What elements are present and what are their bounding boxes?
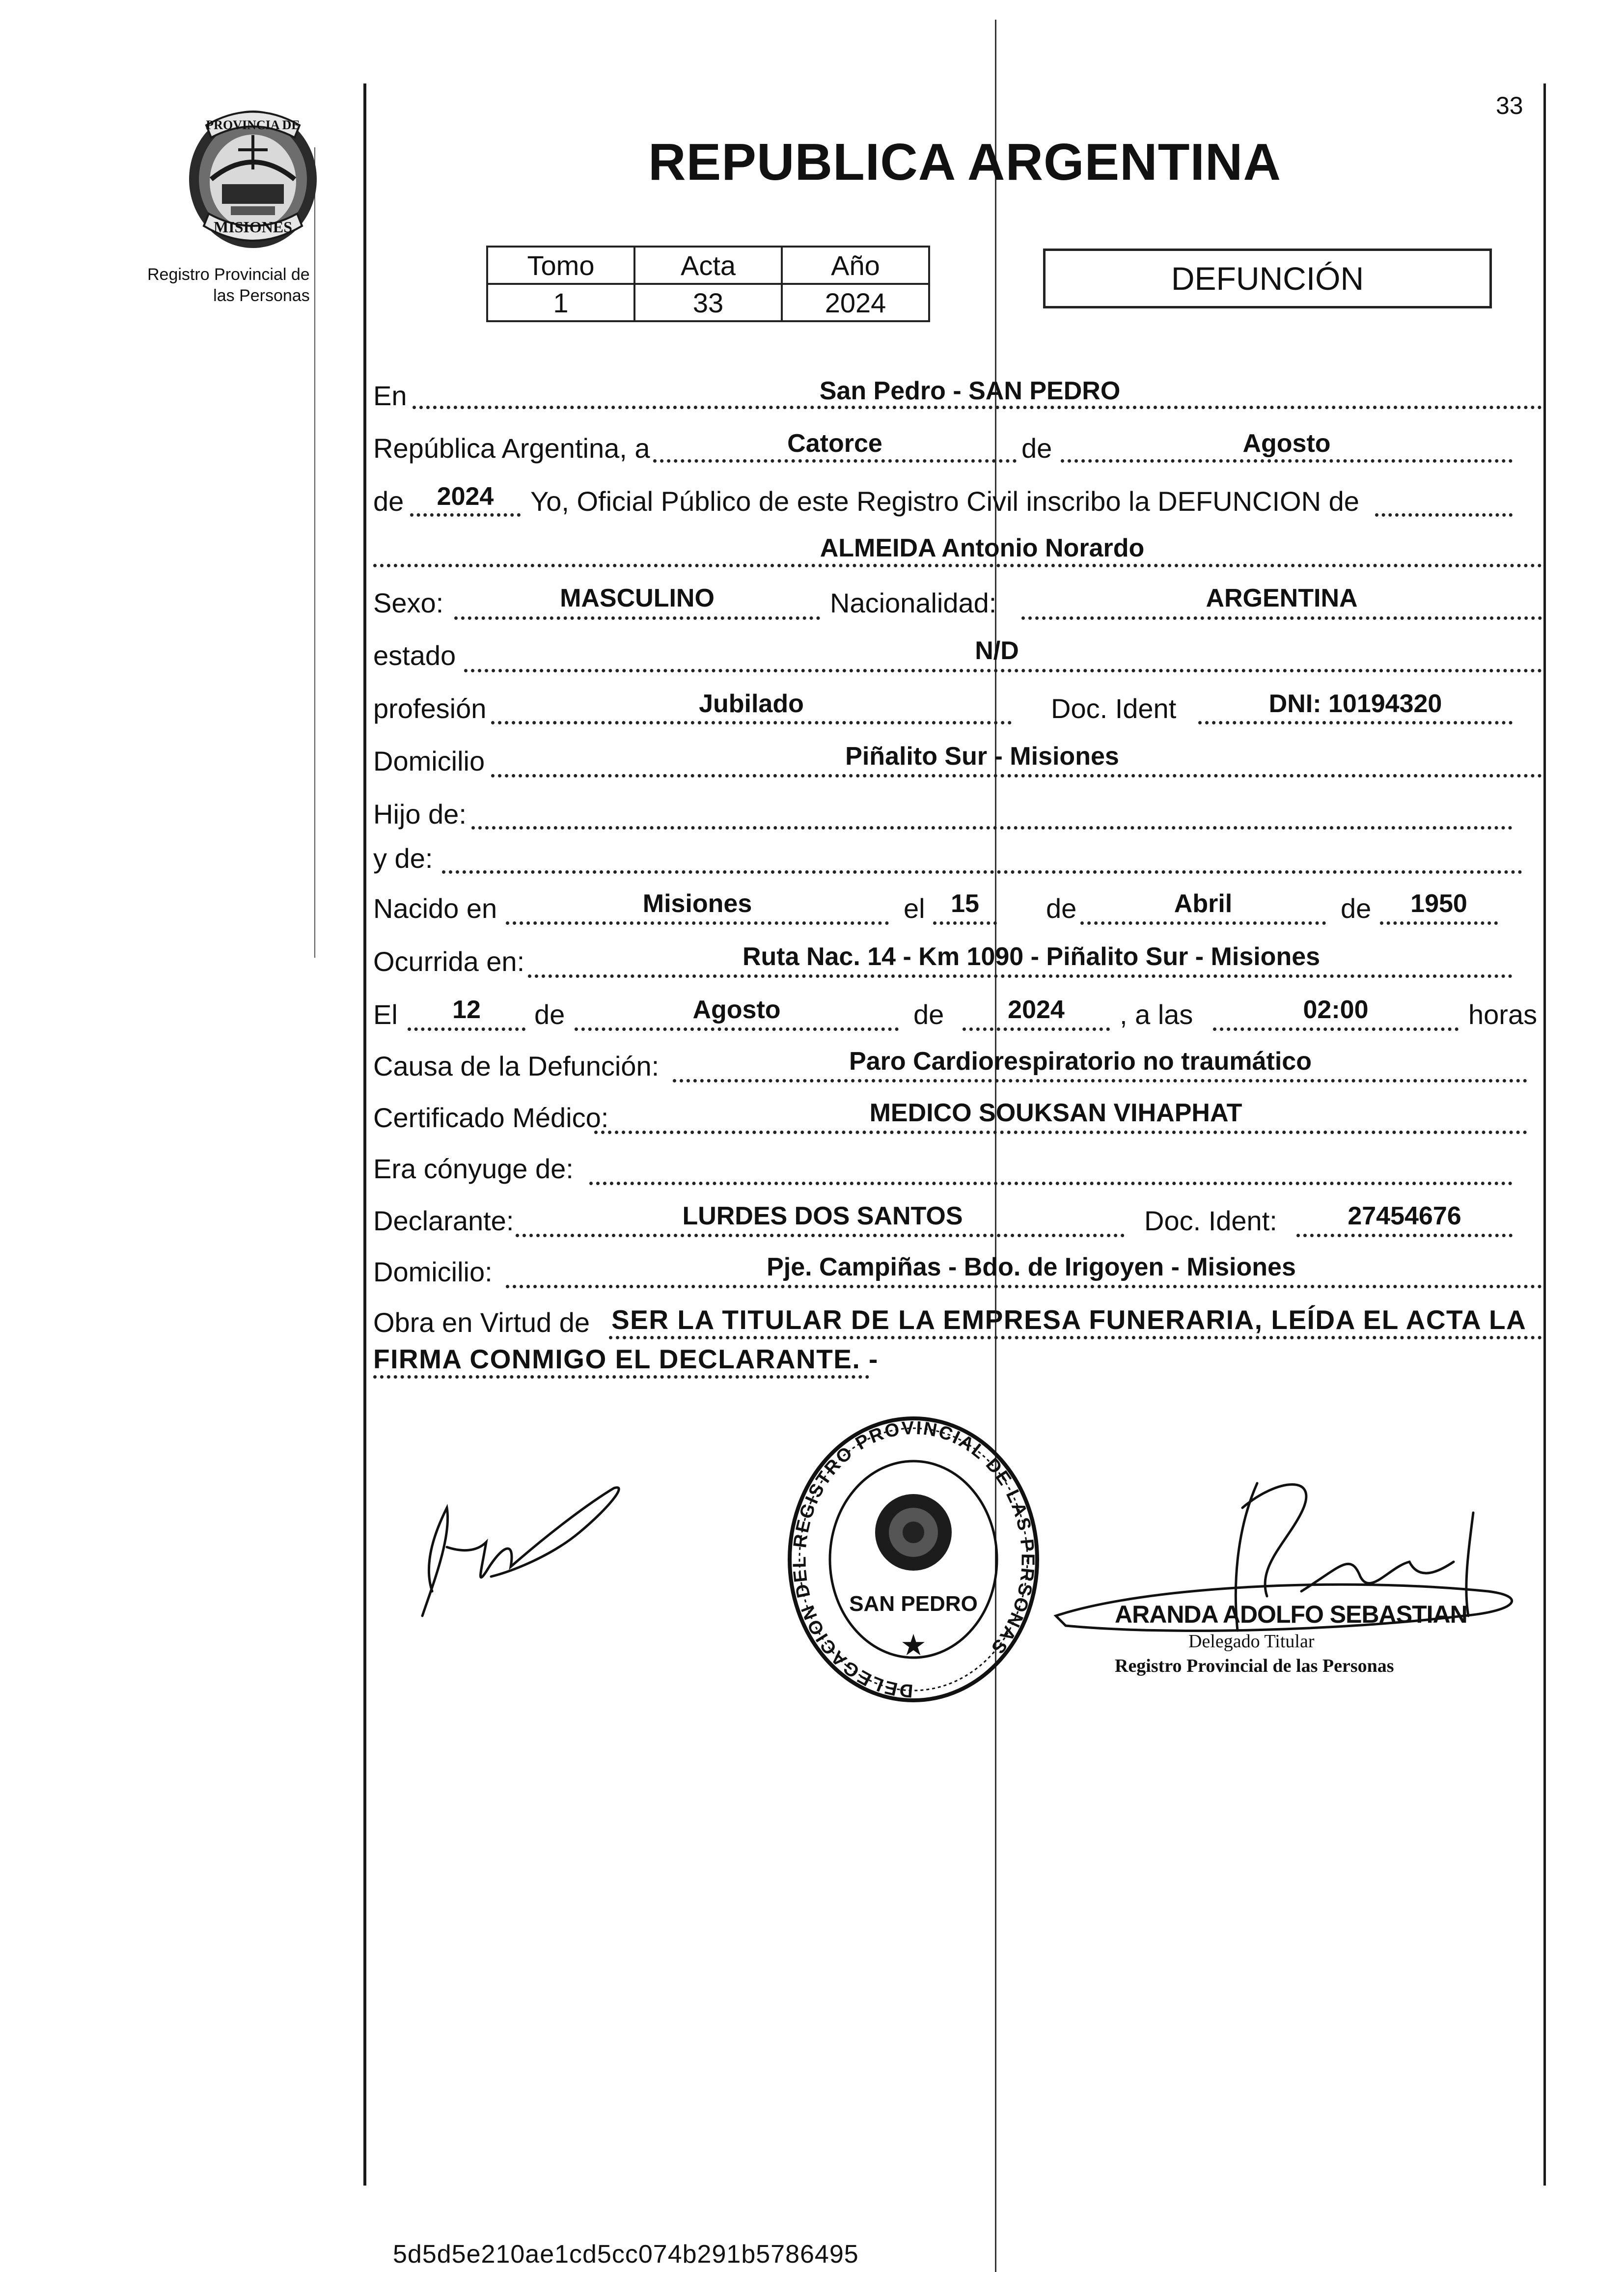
el-cap-label: El [373, 999, 398, 1030]
deceased-name: ALMEIDA Antonio Norardo [820, 534, 1145, 562]
death-year-value: 2024 [1008, 996, 1065, 1024]
doc-ident2-value: 27454676 [1348, 1202, 1461, 1230]
ocurrida-label: Ocurrida en: [373, 946, 525, 977]
crest-text-bottom: MISIONES [213, 218, 293, 236]
en-label: En [373, 380, 407, 411]
year-dotline [410, 513, 521, 517]
inscribo-dotline [1375, 513, 1513, 517]
en-value: San Pedro - SAN PEDRO [819, 377, 1121, 405]
official-signature-icon [1046, 1468, 1542, 1685]
de-label-6: de [913, 999, 944, 1030]
death-month-value: Agosto [692, 996, 781, 1024]
registry-caption [147, 264, 310, 306]
official-seal-stamp [781, 1410, 1046, 1714]
causa-label: Causa de la Defunción: [373, 1051, 660, 1081]
conyuge-label: Era cónyuge de: [373, 1153, 574, 1184]
birth-month-dotline [1080, 921, 1326, 925]
death-year-dotline [963, 1027, 1110, 1031]
death-day-value: 12 [452, 996, 481, 1024]
en-dotline [413, 406, 1542, 409]
inscribo-text: Yo, Oficial Público de este Registro Civil inscribo la DEFUNCION de [530, 486, 1359, 517]
doc-ident2-dotline [1296, 1234, 1513, 1237]
doc-ident-dotline [1198, 721, 1513, 724]
certificado-label: Certificado Médico: [373, 1102, 609, 1133]
document-type-box [1043, 249, 1492, 308]
acta-value: 33 [634, 284, 782, 321]
hijo-label: Hijo de: [373, 799, 467, 830]
de-label-3: de [1046, 893, 1077, 924]
birth-day-value: 15 [951, 889, 979, 918]
birth-year-value: 1950 [1410, 889, 1467, 918]
obra-value-line2: FIRMA CONMIGO EL DECLARANTE. - [373, 1344, 879, 1374]
register-table [486, 246, 930, 322]
doc-ident-value: DNI: 10194320 [1268, 690, 1442, 718]
official-title: Delegado Titular [1188, 1631, 1315, 1652]
obra-dotline-2 [373, 1375, 869, 1379]
stamp-star-icon: ★ [900, 1629, 927, 1662]
de-label-5: de [534, 999, 565, 1030]
conyuge-dotline [589, 1182, 1513, 1185]
document-hash: 5d5d5e210ae1cd5cc074b291b5786495 [393, 2240, 859, 2269]
obra-value-line1: SER LA TITULAR DE LA EMPRESA FUNERARIA, LEÍDA EL ACTA LA [611, 1304, 1527, 1335]
year-value: 2024 [437, 482, 494, 511]
death-month-dotline [575, 1027, 899, 1031]
month-dotline [1061, 459, 1513, 463]
declarante-label: Declarante: [373, 1205, 514, 1236]
death-time-value: 02:00 [1303, 996, 1369, 1024]
el-label: el [904, 893, 925, 924]
page-title: REPUBLICA ARGENTINA [648, 133, 1282, 191]
de-label-1: de [1021, 433, 1052, 464]
crest-text-top: PROVINCIA DE [206, 118, 300, 132]
scan-fold-line [995, 20, 996, 2272]
declarant-signature-icon [403, 1473, 638, 1631]
domicilio-label: Domicilio [373, 746, 485, 776]
republica-label: República Argentina, a [373, 433, 650, 464]
registry-caption-line2: las Personas [213, 286, 310, 305]
domicilio2-label: Domicilio: [373, 1256, 493, 1287]
day-words-dotline [653, 459, 1017, 463]
domicilio2-dotline [506, 1285, 1542, 1288]
document-type: DEFUNCIÓN [1171, 260, 1364, 297]
stamp-center-text: SAN PEDRO [849, 1592, 978, 1616]
estado-label: estado [373, 640, 456, 671]
certificado-dotline [594, 1131, 1527, 1134]
death-day-dotline [408, 1027, 525, 1031]
domicilio-dotline [491, 774, 1542, 777]
estado-dotline [464, 669, 1542, 672]
alas-label: , a las [1120, 999, 1193, 1030]
month-value: Agosto [1242, 429, 1331, 458]
tomo-value: 1 [487, 284, 634, 321]
sexo-value: MASCULINO [560, 584, 715, 612]
nacionalidad-dotline [1021, 616, 1542, 620]
sexo-label: Sexo: [373, 587, 444, 618]
page-number: 33 [1496, 92, 1523, 119]
registry-caption-line1: Registro Provincial de [147, 265, 310, 284]
obra-label: Obra en Virtud de [373, 1307, 590, 1338]
official-name: ARANDA ADOLFO SEBASTIAN [1115, 1601, 1467, 1628]
right-margin-line [1543, 83, 1546, 2186]
causa-dotline [673, 1079, 1527, 1082]
ocurrida-dotline [528, 974, 1513, 978]
de-label-4: de [1341, 893, 1372, 924]
nacido-dotline [506, 921, 889, 925]
nacionalidad-value: ARGENTINA [1206, 584, 1358, 612]
profesion-value: Jubilado [699, 690, 804, 718]
nacionalidad-label: Nacionalidad: [830, 587, 997, 618]
profesion-dotline [491, 721, 1012, 724]
certificado-value: MEDICO SOUKSAN VIHAPHAT [869, 1099, 1242, 1127]
anio-header: Año [782, 247, 929, 284]
estado-value: N/D [975, 637, 1019, 665]
birth-year-dotline [1380, 921, 1498, 925]
ocurrida-value: Ruta Nac. 14 - Km 1090 - Piñalito Sur - Misiones [742, 942, 1321, 971]
causa-value: Paro Cardiorespiratorio no traumático [849, 1047, 1312, 1076]
day-words-value: Catorce [787, 429, 882, 458]
domicilio-value: Piñalito Sur - Misiones [845, 742, 1119, 771]
acta-header: Acta [634, 247, 782, 284]
yde-dotline [442, 870, 1522, 874]
birth-month-value: Abril [1174, 889, 1233, 918]
official-office: Registro Provincial de las Personas [1115, 1656, 1394, 1676]
domicilio2-value: Pje. Campiñas - Bdo. de Irigoyen - Misiones [767, 1253, 1296, 1281]
death-time-dotline [1213, 1027, 1459, 1031]
birth-day-dotline [933, 921, 997, 925]
yde-label: y de: [373, 843, 433, 874]
tomo-header: Tomo [487, 247, 634, 284]
de-label-2: de [373, 486, 404, 517]
nacido-label: Nacido en [373, 893, 497, 924]
horas-label: horas [1468, 999, 1538, 1030]
left-margin-line [363, 83, 366, 2186]
doc-ident-label: Doc. Ident [1051, 693, 1177, 724]
nacido-value: Misiones [642, 889, 752, 918]
obra-dotline-1 [609, 1336, 1542, 1339]
anio-value: 2024 [782, 284, 929, 321]
hijo-dotline [471, 826, 1513, 830]
scan-edge-line [314, 147, 315, 958]
doc-ident2-label: Doc. Ident: [1144, 1205, 1277, 1236]
declarante-value: LURDES DOS SANTOS [682, 1202, 963, 1230]
declarante-dotline [516, 1234, 1125, 1237]
sexo-dotline [454, 616, 820, 620]
deceased-dotline [373, 564, 1542, 567]
stamp-ring-text: DELEGACION DEL REGISTRO PROVINCIAL DE LAS PERSONAS [789, 1417, 1038, 1701]
misiones-crest-logo [177, 101, 329, 253]
profesion-label: profesión [373, 693, 487, 724]
